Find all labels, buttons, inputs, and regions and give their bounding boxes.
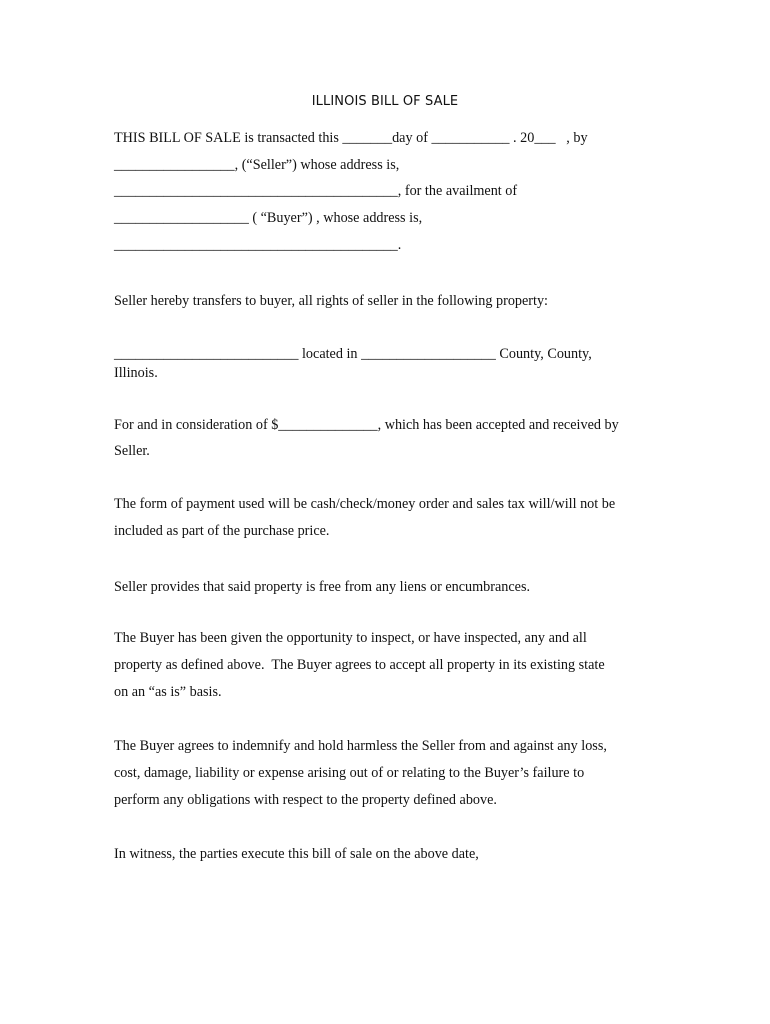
opening-line-3: ________________________________________, for the availment of xyxy=(114,183,518,199)
transfer-clause: Seller hereby transfers to buyer, all rights of seller in the following property: xyxy=(114,293,548,309)
liens-clause: Seller provides that said property is free from any liens or encumbrances. xyxy=(114,579,531,595)
inspection-line-1: The Buyer has been given the opportunity to inspect, or have inspected, any and all xyxy=(114,630,587,646)
inspection-line-3: on an “as is” basis. xyxy=(114,684,222,700)
indemnity-line-2: cost, damage, liability or expense arising out of or relating to the Buyer’s failure to xyxy=(114,765,585,781)
witness-clause: In witness, the parties execute this bill of sale on the above date, xyxy=(114,846,479,862)
consideration-line-1: For and in consideration of $______________, which has been accepted and received by xyxy=(114,417,619,433)
payment-line-1: The form of payment used will be cash/check/money order and sales tax will/will not be xyxy=(114,496,616,512)
location-line-2: Illinois. xyxy=(114,365,158,381)
opening-line-2: _________________, (“Seller”) whose address is, xyxy=(114,157,400,173)
consideration-line-2: Seller. xyxy=(114,443,150,459)
payment-line-2: included as part of the purchase price. xyxy=(114,523,330,539)
opening-line-1: THIS BILL OF SALE is transacted this _______day of ___________ . 20___ , by xyxy=(114,130,588,146)
document-title: ILLINOIS BILL OF SALE xyxy=(311,94,459,109)
indemnity-line-1: The Buyer agrees to indemnify and hold harmless the Seller from and against any loss, xyxy=(114,738,607,754)
opening-line-4: ___________________ ( “Buyer”) , whose address is, xyxy=(114,210,423,226)
opening-line-5: ________________________________________. xyxy=(114,237,402,253)
location-line-1: __________________________ located in ___________________ County, County, xyxy=(114,346,592,362)
inspection-line-2: property as defined above. The Buyer agrees to accept all property in its existing state xyxy=(114,657,605,673)
indemnity-line-3: perform any obligations with respect to the property defined above. xyxy=(114,792,497,808)
